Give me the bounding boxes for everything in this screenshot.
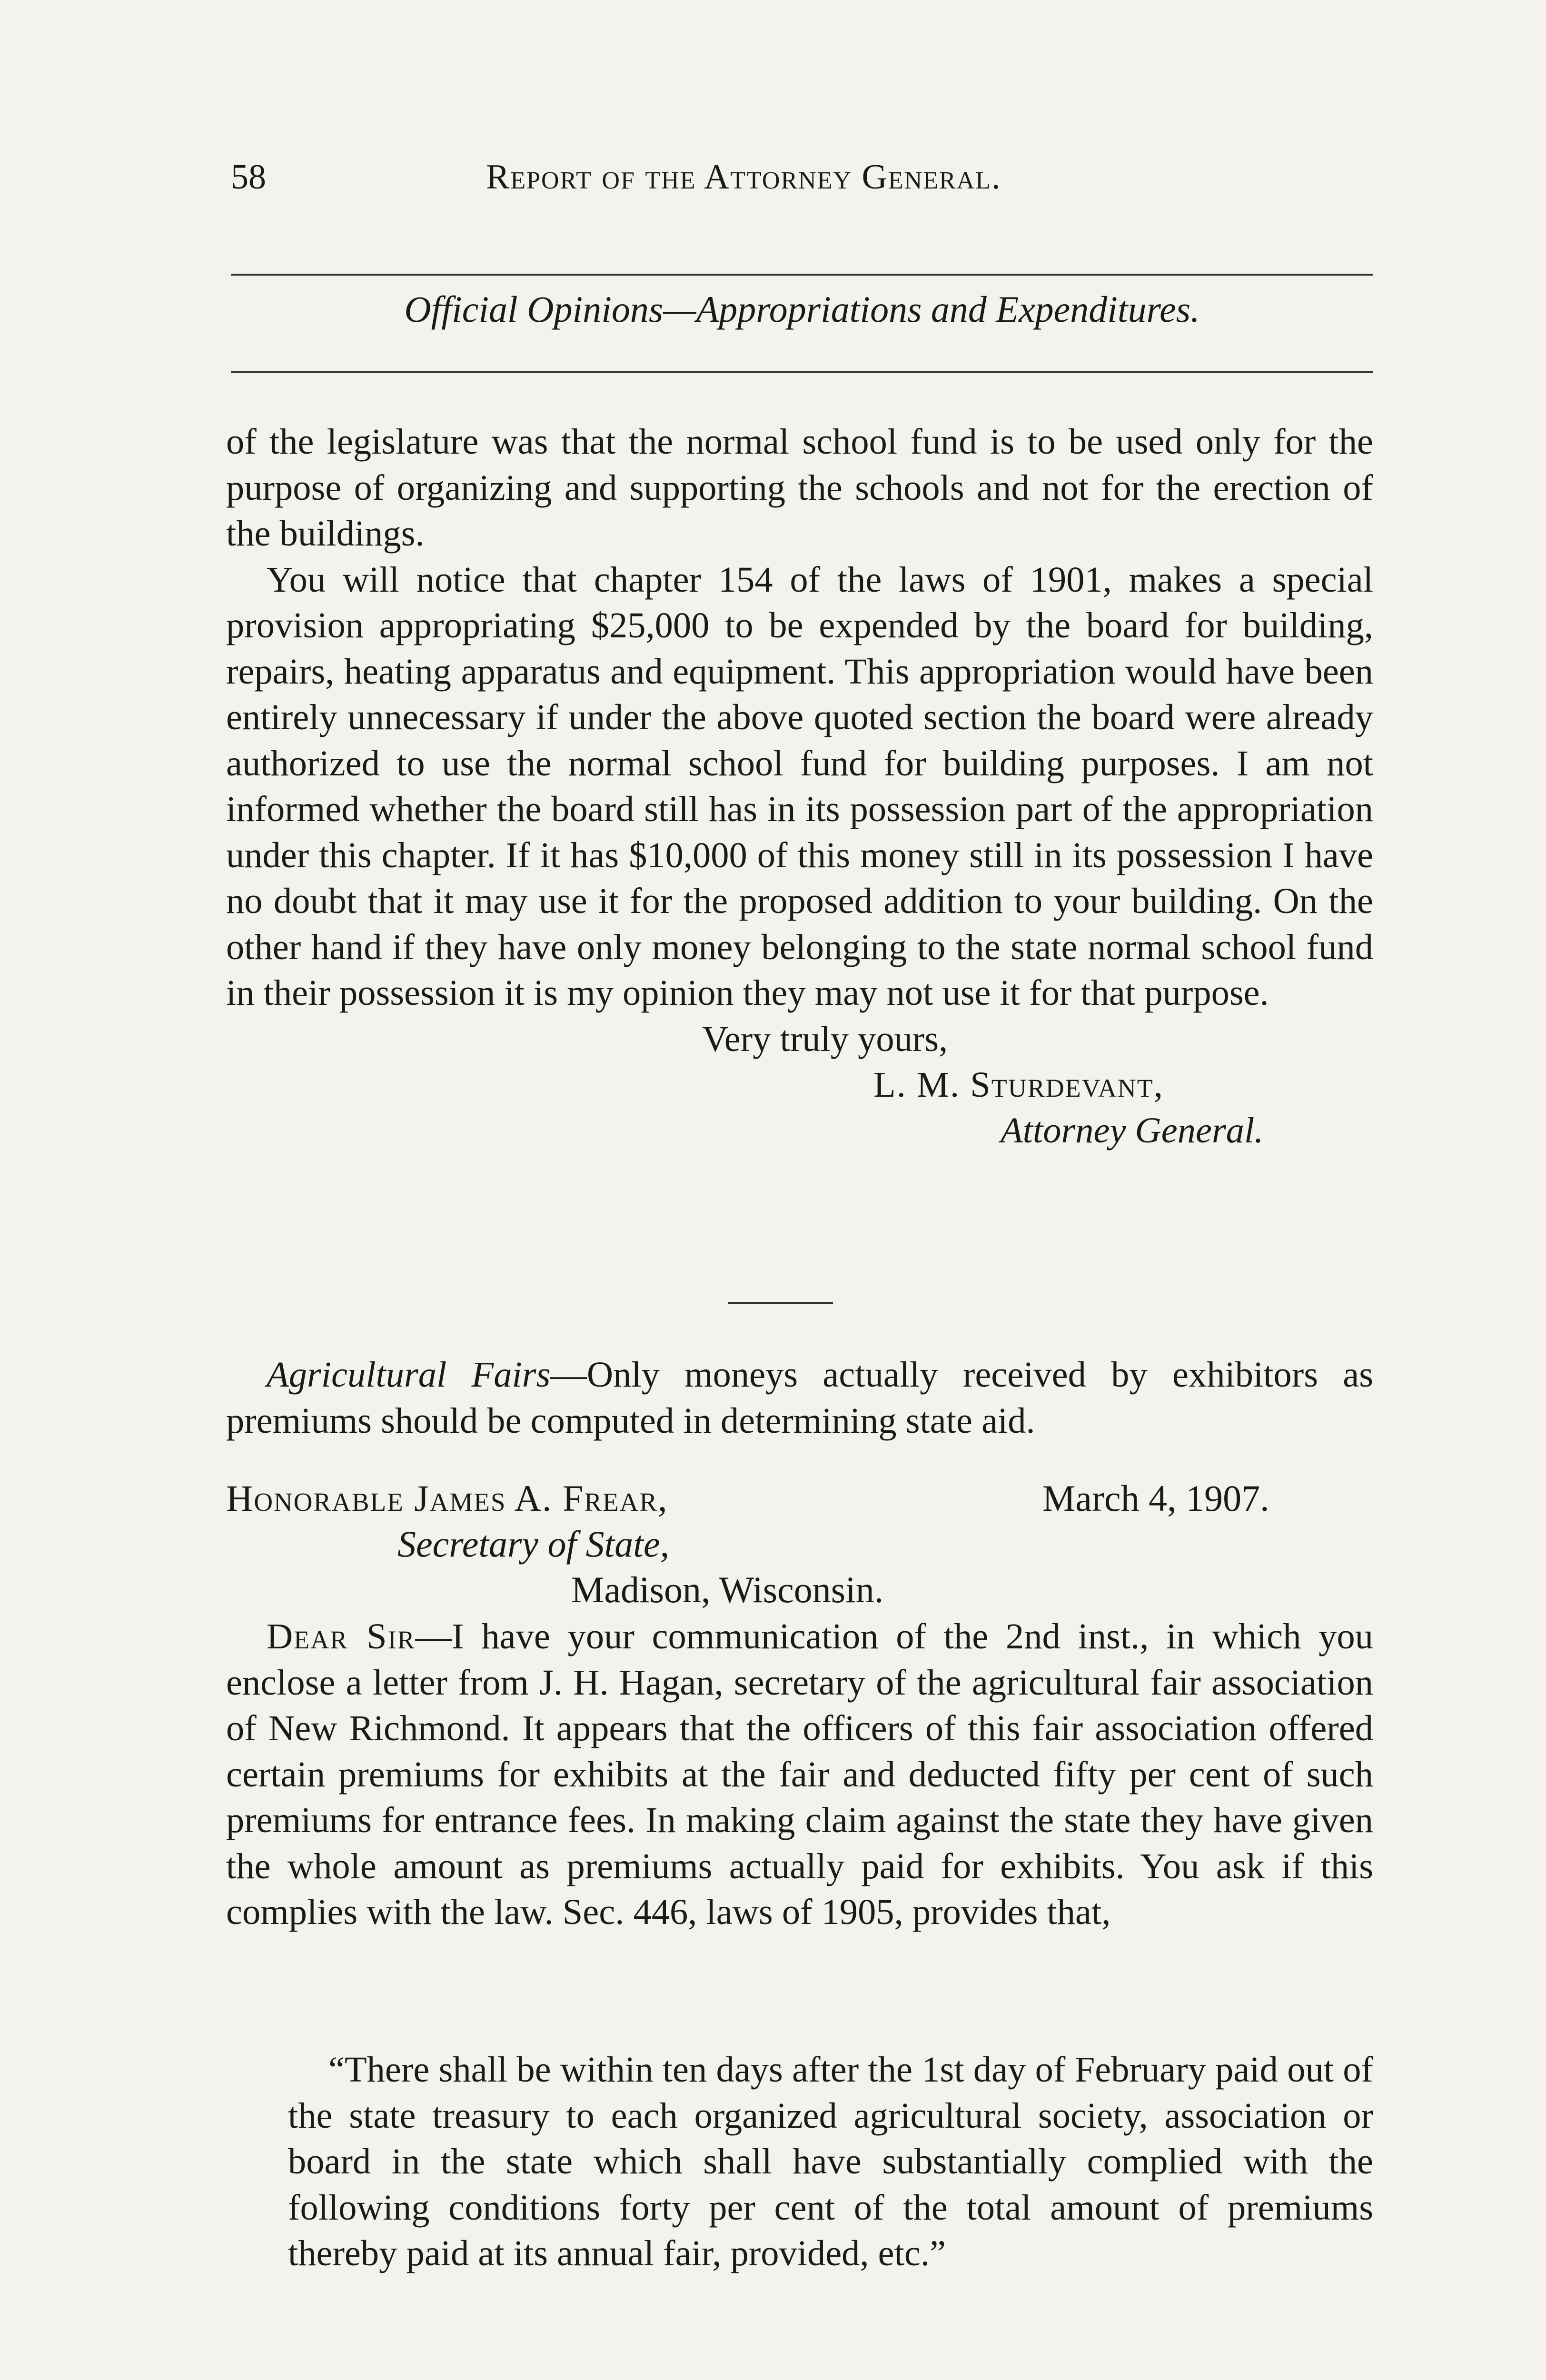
addressee-name: Honorable James A. Frear, xyxy=(226,1478,668,1519)
signer-name: L. M. Sturdevant, xyxy=(873,1064,1164,1105)
syllabus-text: —Only moneys actually received by exhibitors as premiums should be computed in determining state aid. xyxy=(226,1354,1373,1441)
letter-body xyxy=(226,1614,1373,1935)
opinion-text xyxy=(226,419,1373,1159)
syllabus xyxy=(226,1352,1373,1444)
statute-quote xyxy=(288,2047,1373,2277)
running-head xyxy=(231,157,1373,214)
quote-text: “There shall be within ten days after the 1st day of February paid out of the state treasury to each organized agricultural society, association or board in the state which shall have substantially complied with the following conditions forty per cent of the total amount of premiums thereby paid at its annual fair, provided, etc.” xyxy=(288,2049,1373,2273)
letter-date: March 4, 1907. xyxy=(1042,1478,1269,1519)
signer-title: Attorney General. xyxy=(1001,1110,1264,1150)
section-divider xyxy=(728,1302,833,1304)
section-heading: Official Opinions—Appropriations and Expenditures. xyxy=(404,288,1200,330)
report-title: Report of the Attorney General. xyxy=(486,158,1001,197)
letter-text: —I have your communication of the 2nd inst., in which you enclose a letter from J. H. Hagan, secretary of the agricultural fair association of New Richmond. It appears that the officers of this fair association offered certain premiums for exhibits at the fair and deducted fifty per cent of such premiums for entrance fees. In making claim against the state they have given the whole amount as premiums actually paid for exhibits. You ask if this complies with the law. Sec. 446, laws of 1905, provides that, xyxy=(226,1616,1373,1932)
page-number: 58 xyxy=(231,158,266,197)
letter-paragraph xyxy=(226,1614,1373,1935)
header-rule-top xyxy=(231,274,1373,276)
address-block xyxy=(226,1476,1373,1613)
signature-block xyxy=(226,1016,1373,1159)
complimentary-close: Very truly yours, xyxy=(702,1018,948,1059)
addressee-location: Madison, Wisconsin. xyxy=(571,1569,884,1610)
syllabus-topic: Agricultural Fairs xyxy=(267,1354,551,1395)
paragraph: You will notice that chapter 154 of the laws of 1901, makes a special provision appropriating $25,000 to be expended by the board for building, repairs, heating apparatus and equipment. This appropriation would have been entirely unnecessary if under the above quoted section the board were already authorized to use the normal school fund for building purposes. I am not informed whether the board still has in its possession part of the appropriation under this chapter. If it has $10,000 of this money still in its possession I have no doubt that it may use it for the proposed addition to your building. On the other hand if they have only money belonging to the state normal school fund in their possession it is my opinion they may not use it for that purpose. xyxy=(226,559,1373,1013)
addressee-title: Secretary of State, xyxy=(397,1523,670,1565)
paragraph: of the legislature was that the normal school fund is to be used only for the purpose of organizing and supporting the schools and not for the erection of the buildings. xyxy=(226,421,1373,554)
header-rule-bottom xyxy=(231,371,1373,373)
salutation: Dear Sir xyxy=(267,1616,416,1656)
